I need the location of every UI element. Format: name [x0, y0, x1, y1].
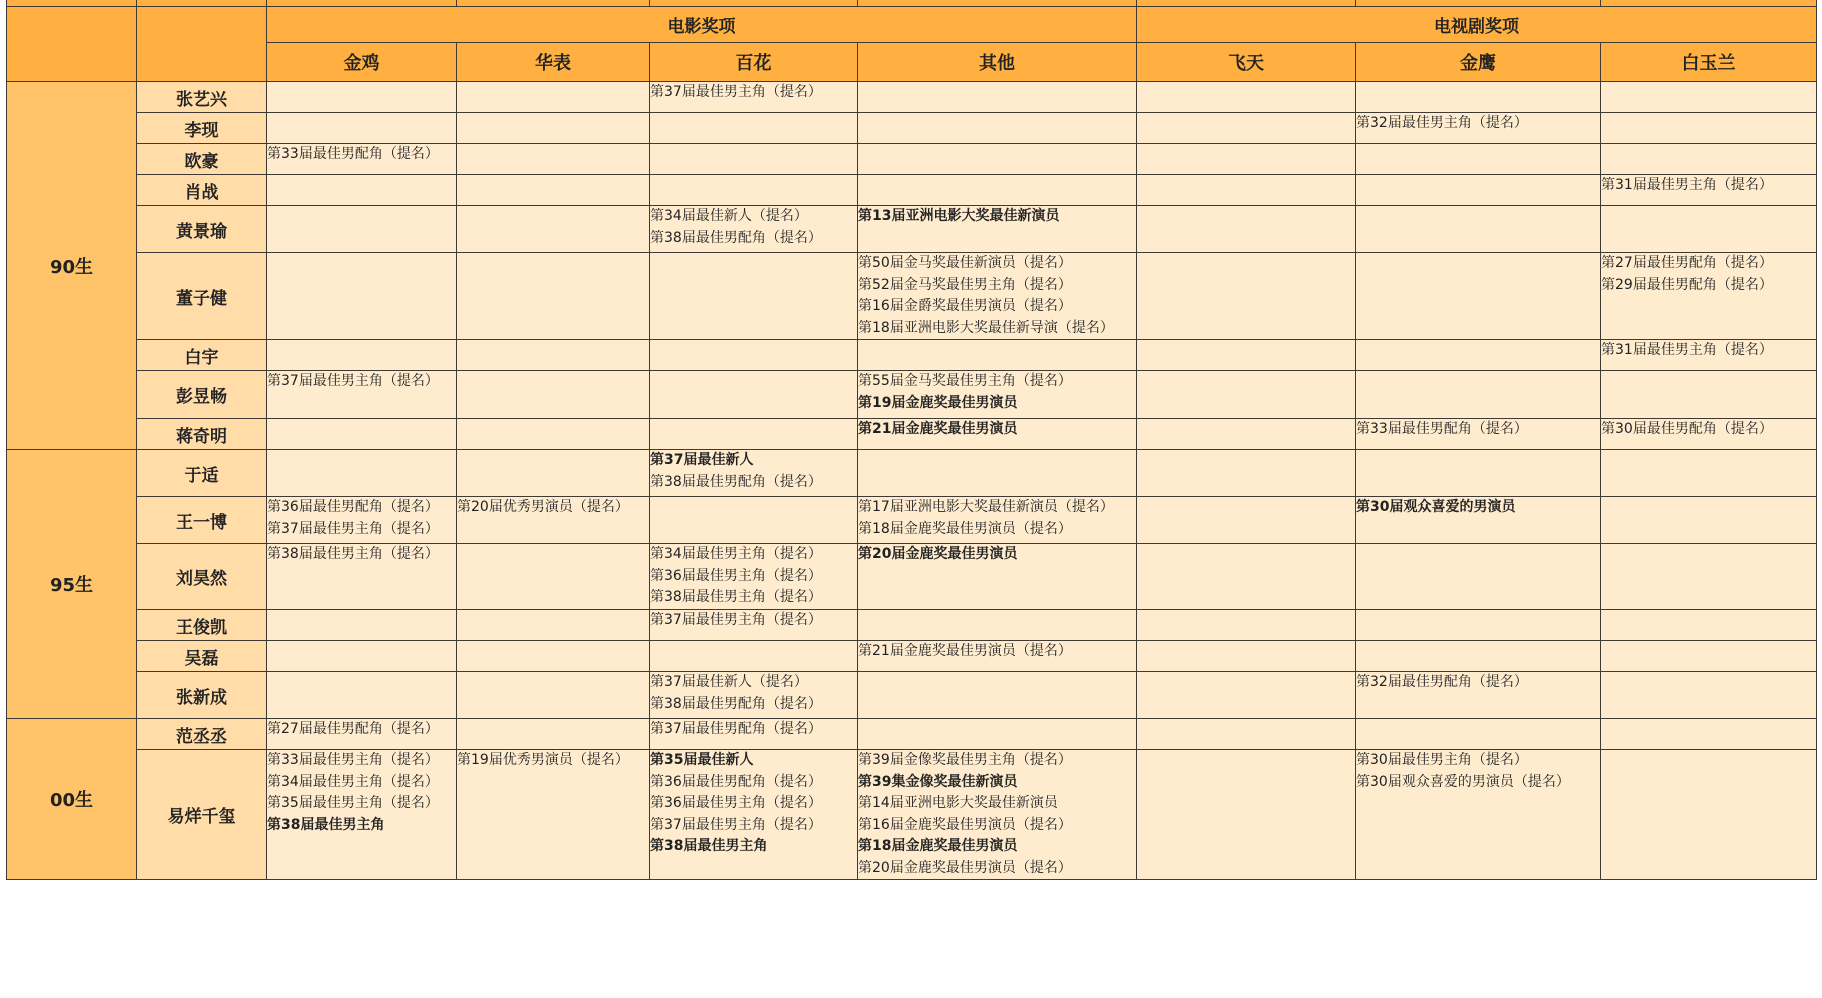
award-cell	[1356, 719, 1601, 750]
award-cell	[457, 206, 650, 253]
award-header-huabiao: 华表	[457, 43, 650, 82]
header-category-row	[7, 7, 1817, 43]
award-win-entry: 第39集金像奖最佳新演员	[858, 773, 1018, 790]
award-entry: 第34届最佳男主角（提名）	[650, 546, 822, 562]
award-cell	[858, 450, 1137, 497]
actor-name: 刘昊然	[137, 544, 267, 610]
age-group-label: 95生	[7, 450, 137, 719]
award-entry: 第35届最佳男主角（提名）	[267, 795, 439, 811]
award-entry: 第16届金爵奖最佳男演员（提名）	[858, 298, 1072, 314]
header-award-row	[7, 43, 1817, 82]
award-cell	[267, 672, 457, 719]
award-cell	[1356, 419, 1601, 450]
award-cell	[1601, 419, 1817, 450]
award-cell	[1601, 340, 1817, 371]
actor-name: 欧豪	[137, 144, 267, 175]
award-cell	[650, 450, 858, 497]
award-cell	[267, 497, 457, 544]
award-cell	[457, 175, 650, 206]
award-cell	[1601, 672, 1817, 719]
award-cell	[1601, 610, 1817, 641]
award-entry: 第38届最佳男配角（提名）	[650, 229, 822, 246]
award-cell	[858, 175, 1137, 206]
award-entry: 第38届最佳男主角（提名）	[650, 589, 822, 605]
award-header-jinying: 金鹰	[1356, 43, 1601, 82]
award-entry: 第33届最佳男配角（提名）	[267, 146, 439, 162]
award-cell	[650, 82, 858, 113]
award-cell	[1137, 206, 1356, 253]
award-cell	[1137, 340, 1356, 371]
award-cell	[457, 719, 650, 750]
award-cell	[1137, 175, 1356, 206]
table-row	[7, 641, 1817, 672]
award-cell	[457, 610, 650, 641]
award-cell	[1137, 144, 1356, 175]
award-entry: 第36届最佳男主角（提名）	[650, 795, 822, 811]
award-cell	[650, 419, 858, 450]
award-cell	[650, 610, 858, 641]
award-cell	[457, 750, 650, 880]
award-entry: 第31届最佳男主角（提名）	[1601, 177, 1773, 193]
actor-name: 李现	[137, 113, 267, 144]
awards-table	[6, 0, 1817, 880]
award-cell	[650, 113, 858, 144]
award-cell	[267, 371, 457, 419]
actor-name: 王俊凯	[137, 610, 267, 641]
actor-name: 吴磊	[137, 641, 267, 672]
award-cell	[1601, 544, 1817, 610]
award-cell	[1356, 175, 1601, 206]
award-cell	[1356, 371, 1601, 419]
award-cell	[1356, 253, 1601, 340]
award-entry: 第38届最佳男配角（提名）	[650, 695, 822, 712]
award-cell	[457, 497, 650, 544]
award-entry: 第16届金鹿奖最佳男演员（提名）	[858, 816, 1072, 833]
award-entry: 第34届最佳新人（提名）	[650, 208, 808, 224]
award-header-baiyulan: 白玉兰	[1601, 43, 1817, 82]
award-cell	[1356, 340, 1601, 371]
award-win-entry: 第35届最佳新人	[650, 752, 754, 768]
award-entry: 第27届最佳男配角（提名）	[267, 721, 439, 737]
corner-cell-group	[7, 7, 137, 82]
award-entry: 第19届优秀男演员（提名）	[457, 752, 629, 768]
corner-cell-name	[137, 7, 267, 82]
award-win-entry: 第37届最佳新人	[650, 452, 754, 468]
award-cell	[858, 672, 1137, 719]
award-cell	[650, 672, 858, 719]
table-row	[7, 719, 1817, 750]
award-cell	[858, 253, 1137, 340]
actor-name: 白宇	[137, 340, 267, 371]
award-cell	[457, 450, 650, 497]
award-cell	[650, 175, 858, 206]
award-win-entry: 第19届金鹿奖最佳男演员	[858, 394, 1018, 411]
actor-name: 黄景瑜	[137, 206, 267, 253]
award-cell	[457, 672, 650, 719]
award-cell	[1137, 253, 1356, 340]
award-cell	[267, 450, 457, 497]
award-cell	[1137, 82, 1356, 113]
award-entry: 第52届金马奖最佳男主角（提名）	[858, 276, 1072, 293]
table-row	[7, 672, 1817, 719]
award-cell	[267, 82, 457, 113]
award-cell	[858, 419, 1137, 450]
award-entry: 第34届最佳男主角（提名）	[267, 773, 439, 790]
award-cell	[457, 544, 650, 610]
table-row	[7, 450, 1817, 497]
award-entry: 第33届最佳男主角（提名）	[267, 752, 439, 768]
award-cell	[457, 371, 650, 419]
award-entry: 第36届最佳男配角（提名）	[650, 773, 822, 790]
award-entry: 第18届亚洲电影大奖最佳新导演（提名）	[858, 319, 1114, 336]
award-cell	[1356, 641, 1601, 672]
award-cell	[1356, 497, 1601, 544]
award-cell	[1137, 641, 1356, 672]
table-row	[7, 82, 1817, 113]
award-entry: 第31届最佳男主角（提名）	[1601, 342, 1773, 358]
award-entry: 第37届最佳男主角（提名）	[650, 84, 822, 100]
award-entry: 第29届最佳男配角（提名）	[1601, 276, 1773, 293]
award-cell	[650, 206, 858, 253]
award-cell	[267, 144, 457, 175]
award-cell	[1601, 253, 1817, 340]
award-entry: 第37届最佳男主角（提名）	[650, 612, 822, 628]
award-cell	[457, 419, 650, 450]
award-cell	[1601, 82, 1817, 113]
award-cell	[1137, 750, 1356, 880]
award-cell	[858, 113, 1137, 144]
award-entry: 第36届最佳男配角（提名）	[267, 499, 439, 515]
award-cell	[1356, 544, 1601, 610]
award-entry: 第14届亚洲电影大奖最佳新演员	[858, 795, 1058, 811]
award-cell	[650, 497, 858, 544]
award-cell	[1137, 371, 1356, 419]
actor-name: 肖战	[137, 175, 267, 206]
award-cell	[1601, 113, 1817, 144]
award-header-feitian: 飞天	[1137, 43, 1356, 82]
award-cell	[267, 641, 457, 672]
award-cell	[1601, 750, 1817, 880]
award-cell	[457, 144, 650, 175]
award-cell	[267, 113, 457, 144]
award-entry: 第37届最佳男配角（提名）	[650, 721, 822, 737]
table-row	[7, 419, 1817, 450]
award-entry: 第55届金马奖最佳男主角（提名）	[858, 373, 1072, 389]
award-cell	[1601, 450, 1817, 497]
award-cell	[1601, 497, 1817, 544]
award-entry: 第38届最佳男配角（提名）	[650, 473, 822, 490]
award-entry: 第21届金鹿奖最佳男演员（提名）	[858, 643, 1072, 659]
award-entry: 第30届最佳男主角（提名）	[1356, 752, 1528, 768]
award-cell	[858, 371, 1137, 419]
award-cell	[650, 544, 858, 610]
award-entry: 第17届亚洲电影大奖最佳新演员（提名）	[858, 499, 1114, 515]
award-cell	[267, 719, 457, 750]
award-win-entry: 第18届金鹿奖最佳男演员	[858, 838, 1018, 854]
award-cell	[267, 340, 457, 371]
award-cell	[267, 175, 457, 206]
award-cell	[650, 340, 858, 371]
award-win-entry: 第38届最佳男主角	[267, 816, 385, 833]
award-cell	[858, 750, 1137, 880]
award-cell	[1356, 144, 1601, 175]
award-cell	[1356, 610, 1601, 641]
table-row	[7, 253, 1817, 340]
award-cell	[1137, 672, 1356, 719]
award-cell	[1356, 206, 1601, 253]
award-entry: 第38届最佳男主角（提名）	[267, 546, 439, 562]
actor-name: 范丞丞	[137, 719, 267, 750]
award-entry: 第20届优秀男演员（提名）	[457, 499, 629, 515]
award-cell	[1601, 175, 1817, 206]
table-row	[7, 544, 1817, 610]
award-cell	[457, 340, 650, 371]
table-row	[7, 113, 1817, 144]
award-cell	[267, 253, 457, 340]
award-cell	[1356, 672, 1601, 719]
award-cell	[1137, 113, 1356, 144]
award-cell	[858, 144, 1137, 175]
award-cell	[858, 497, 1137, 544]
award-cell	[1601, 144, 1817, 175]
table-row	[7, 206, 1817, 253]
award-cell	[858, 340, 1137, 371]
award-cell	[650, 750, 858, 880]
category-tv-awards: 电视剧奖项	[1137, 7, 1817, 43]
award-cell	[1601, 719, 1817, 750]
award-cell	[1601, 641, 1817, 672]
award-cell	[457, 641, 650, 672]
award-win-entry: 第20届金鹿奖最佳男演员	[858, 546, 1018, 562]
award-entry: 第37届最佳男主角（提名）	[267, 373, 439, 389]
award-cell	[650, 253, 858, 340]
actor-name: 张新成	[137, 672, 267, 719]
award-cell	[1601, 206, 1817, 253]
award-cell	[1137, 419, 1356, 450]
actor-name: 董子健	[137, 253, 267, 340]
award-win-entry: 第38届最佳男主角	[650, 838, 768, 854]
table-body	[7, 82, 1817, 880]
award-entry: 第37届最佳男主角（提名）	[267, 520, 439, 537]
award-cell	[858, 641, 1137, 672]
table-row	[7, 175, 1817, 206]
actor-name: 王一博	[137, 497, 267, 544]
category-film-awards: 电影奖项	[267, 7, 1137, 43]
award-entry: 第37届最佳新人（提名）	[650, 674, 808, 690]
award-cell	[858, 610, 1137, 641]
table-row	[7, 371, 1817, 419]
award-cell	[650, 719, 858, 750]
award-cell	[1356, 82, 1601, 113]
award-cell	[1356, 113, 1601, 144]
award-cell	[267, 750, 457, 880]
award-entry: 第50届金马奖最佳新演员（提名）	[858, 255, 1072, 271]
award-header-other: 其他	[858, 43, 1137, 82]
award-cell	[858, 544, 1137, 610]
award-cell	[1356, 450, 1601, 497]
actor-name: 于适	[137, 450, 267, 497]
award-cell	[858, 719, 1137, 750]
award-entry: 第33届最佳男配角（提名）	[1356, 421, 1528, 437]
award-win-entry: 第30届观众喜爱的男演员	[1356, 499, 1516, 515]
award-entry: 第18届金鹿奖最佳男演员（提名）	[858, 520, 1072, 537]
age-group-label: 00生	[7, 719, 137, 880]
award-entry: 第30届最佳男配角（提名）	[1601, 421, 1773, 437]
actor-name: 张艺兴	[137, 82, 267, 113]
award-header-baihua: 百花	[650, 43, 858, 82]
award-entry: 第30届观众喜爱的男演员（提名）	[1356, 773, 1570, 790]
award-entry: 第20届金鹿奖最佳男演员（提名）	[858, 859, 1072, 876]
actor-name: 蒋奇明	[137, 419, 267, 450]
table-row	[7, 610, 1817, 641]
award-cell	[457, 253, 650, 340]
award-cell	[858, 82, 1137, 113]
award-entry: 第27届最佳男配角（提名）	[1601, 255, 1773, 271]
award-cell	[1137, 544, 1356, 610]
actor-name: 彭昱畅	[137, 371, 267, 419]
award-entry: 第39届金像奖最佳男主角（提名）	[858, 752, 1072, 768]
actor-name: 易烊千玺	[137, 750, 267, 880]
award-cell	[267, 544, 457, 610]
award-header-jinji: 金鸡	[267, 43, 457, 82]
award-cell	[858, 206, 1137, 253]
award-cell	[1137, 497, 1356, 544]
award-entry: 第36届最佳男主角（提名）	[650, 567, 822, 584]
award-cell	[457, 82, 650, 113]
age-group-label: 90生	[7, 82, 137, 450]
award-win-entry: 第13届亚洲电影大奖最佳新演员	[858, 208, 1060, 224]
award-entry: 第32届最佳男主角（提名）	[1356, 115, 1528, 131]
award-cell	[1137, 610, 1356, 641]
award-cell	[1601, 371, 1817, 419]
table-row	[7, 750, 1817, 880]
award-cell	[267, 419, 457, 450]
award-entry: 第32届最佳男配角（提名）	[1356, 674, 1528, 690]
table-row	[7, 340, 1817, 371]
award-entry: 第37届最佳男主角（提名）	[650, 816, 822, 833]
award-cell	[650, 641, 858, 672]
award-cell	[1137, 719, 1356, 750]
award-cell	[457, 113, 650, 144]
award-cell	[1356, 750, 1601, 880]
award-cell	[267, 206, 457, 253]
table-row	[7, 497, 1817, 544]
award-cell	[650, 144, 858, 175]
award-cell	[650, 371, 858, 419]
award-win-entry: 第21届金鹿奖最佳男演员	[858, 421, 1018, 437]
award-cell	[267, 610, 457, 641]
award-cell	[1137, 450, 1356, 497]
table-row	[7, 144, 1817, 175]
